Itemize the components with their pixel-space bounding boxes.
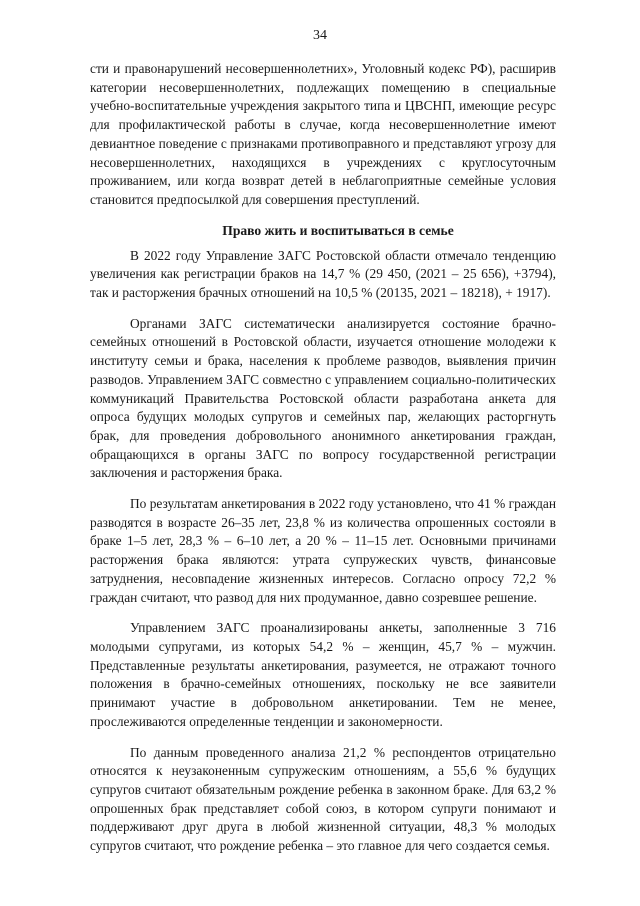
page-content [90, 60, 556, 868]
paragraph-continuation: сти и правонарушений несовершеннолетних», Уголовный кодекс РФ), расширив категории несовершеннолетних, подлежащих помещению в специальные учебно-воспитательные учреждения закрытого типа и ЦВСНП, имеющие ресурс для профилактической работы в случае, когда несовершеннолетние имеют девиантное поведение с признаками противоправного и представляют угрозу для несовершеннолетних, находящихся в учреждениях с круглосуточным проживанием, или когда возврат детей в неблагоприятные семейные условия становится предпосылкой для совершения преступлений. [90, 61, 556, 207]
paragraph-zags-analysis: Органами ЗАГС систематически анализируется состояние брачно-семейных отношений в Ростовской области, изучается отношение молодежи к институту семьи и брака, населения к проблеме разводов, выявления причин разводов. Управлением ЗАГС совместно с управлением социально-политических коммуникаций Правительства Ростовской области разработана анкета для опроса будущих молодых супругов и семейных пар, желающих расторгнуть брак, для проведения добровольного анонимного анкетирования граждан, обращающихся в органы ЗАГС по вопросу государственной регистрации заключения и расторжения брака. [90, 315, 556, 481]
paragraph-analysis-data: По данным проведенного анализа 21,2 % респондентов отрицательно относятся к неузаконенным супружеским отношениям, а 55,6 % будущих супругов считают обязательным рождение ребенка в законном браке. Для 63,2 % опрошенных брак представляет собой союз, в котором супруги понимают и поддерживают друг друга в любой жизненной ситуации, 48,3 % молодых супругов считают, что рождение ребенка – это главное для чего создается семья. [90, 744, 556, 854]
paragraph-marriage-statistics: В 2022 году Управление ЗАГС Ростовской области отмечало тенденцию увеличения как регистрации браков на 14,7 % (29 450, (2021 – 25 656), +3794), так и расторжения брачных отношений на 10,5 % (20135, 2021 – 18218), + 1917). [90, 247, 556, 301]
paragraph-survey-results: По результатам анкетирования в 2022 году установлено, что 41 % граждан разводятся в возрасте 26–35 лет, 23,8 % из количества опрошенных состояли в браке 1–5 лет, 28,3 % – 6–10 лет, а 20 % – 11–15 лет. Основными причинами расторжения брака являются: утрата супружеских чувств, финансовые затруднения, несовпадение жизненных интересов. Согласно опросу 72,2 % граждан считают, что развод для них продуманное, давно созревшее решение. [90, 496, 556, 605]
section-heading: Право жить и воспитываться в семье [222, 222, 454, 238]
paragraph-questionnaires: Управлением ЗАГС проанализированы анкеты, заполненные 3 716 молодыми супругами, из которых 54,2 % – женщин, 45,7 % – мужчин. Представленные результаты анкетирования, разумеется, не отражают точного положения в брачно-семейных отношениях, поскольку не все заявители принимают участие в добровольном анкетировании. Тем не менее, прослеживаются определенные тенденции и закономерности. [90, 620, 556, 729]
page-number: 34 [313, 28, 327, 43]
